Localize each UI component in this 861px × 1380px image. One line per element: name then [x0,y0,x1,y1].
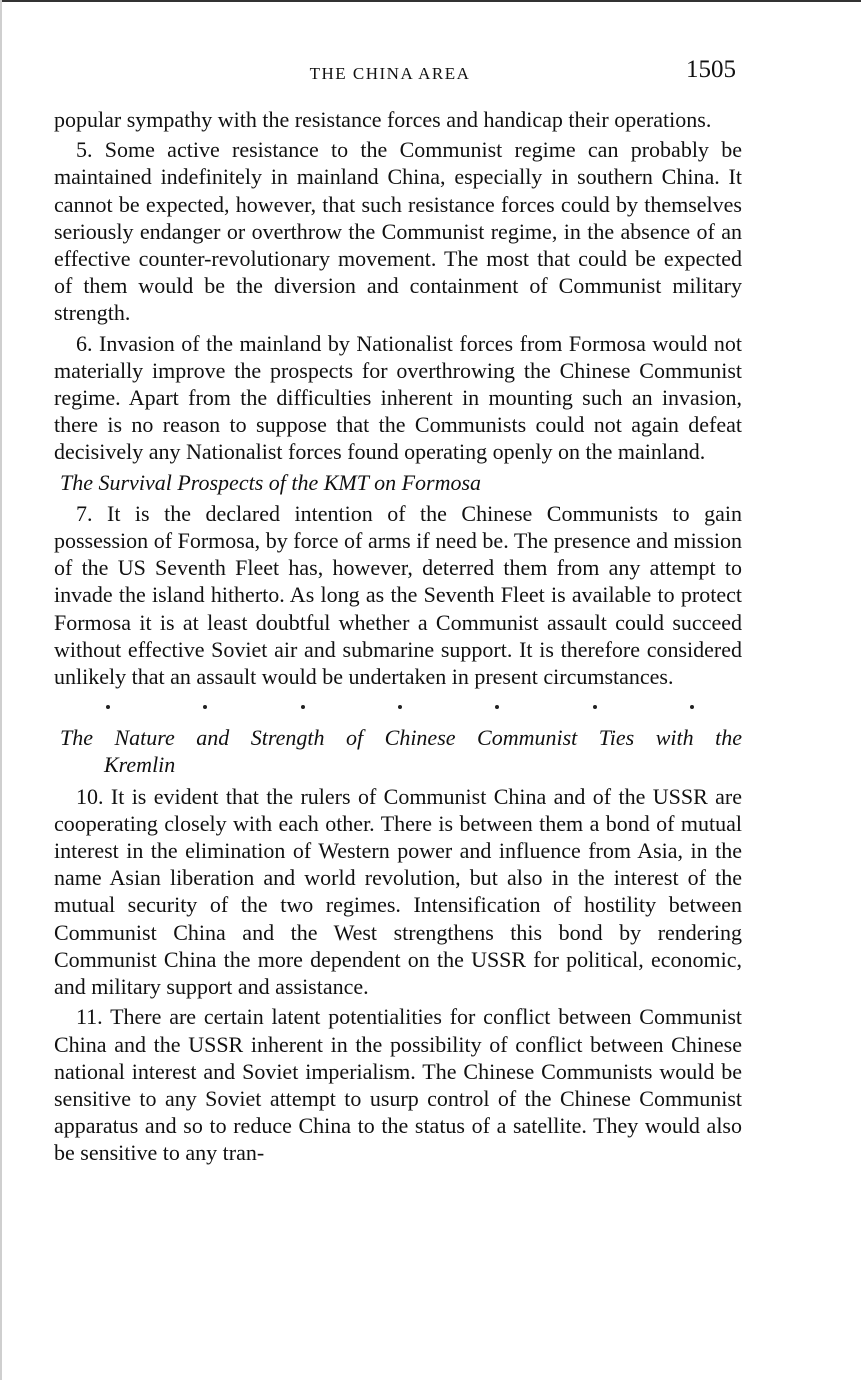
section-heading-kmt-formosa: The Survival Prospects of the KMT on Formosa [60,469,482,495]
paragraph-6: 6. Invasion of the mainland by Nationalist forces from Formosa would not materially improve the prospects for overthrowing the Chinese Communist regime. Apart from the difficulties inherent in mounting such an invasion, there is no reason to suppose that the Communists could not again defeat decisively any Nationalist forces found operating openly on the mainland. [54,330,742,465]
ellipsis-dot [593,705,597,709]
ellipsis-dot [690,705,694,709]
ellipsis-dot [106,705,110,709]
page-left-edge [0,0,2,1380]
ellipsis-dot [495,705,499,709]
ellipsis-dot [398,705,402,709]
body-text [54,106,742,1170]
ellipsis-dot [203,705,207,709]
omission-ellipsis [54,696,742,718]
page-top-edge [0,0,861,2]
page-number: 1505 [686,56,736,83]
paragraph-11: 11. There are certain latent potentialities for conflict between Communist China and the USSR inherent in the possibility of conflict between Chinese national interest and Soviet imperialism. The Chinese Communists would be sensitive to any Soviet attempt to usurp control of the Chinese Communist apparatus and so to reduce China to the status of a satellite. They would also be sensitive to any tran- [54,1004,742,1166]
running-header: THE CHINA AREA [309,64,471,83]
ellipsis-dot [301,705,305,709]
paragraph-7: 7. It is the declared intention of the Chinese Communists to gain possession of Formosa, by force of arms if need be. The presence and mission of the US Seventh Fleet has, however, deterred them from any attempt to invade the island hitherto. As long as the Seventh Fleet is available to protect Formosa it is at least doubtful whether a Communist assault could succeed without effective Soviet air and submarine support. It is therefore considered unlikely that an assault would be undertaken in present circumstances. [54,500,742,690]
paragraph-10: 10. It is evident that the rulers of Communist China and of the USSR are cooperating closely with each other. There is between them a bond of mutual interest in the elimination of Western power and influence from Asia, in the name Asian liberation and world revolution, but also in the interest of the mutual security of the two regimes. Intensification of hostility between Communist China and the West strengthens this bond by rendering Communist China the more dependent on the USSR for political, economic, and military support and assistance. [54,783,742,1000]
paragraph-5: 5. Some active resistance to the Communist regime can probably be maintained indefinitely in mainland China, especially in southern China. It cannot be expected, however, that such resistance forces could by themselves seriously endanger or overthrow the Communist regime, in the absence of an effective counter-revolutionary movement. The most that could be expected of them would be the diversion and containment of Communist military strength. [54,137,742,326]
continuation-paragraph: popular sympathy with the resistance forces and handicap their operations. [54,107,712,132]
section-heading-kremlin-ties: The Nature and Strength of Chinese Communist Ties with the Kremlin [60,725,742,778]
